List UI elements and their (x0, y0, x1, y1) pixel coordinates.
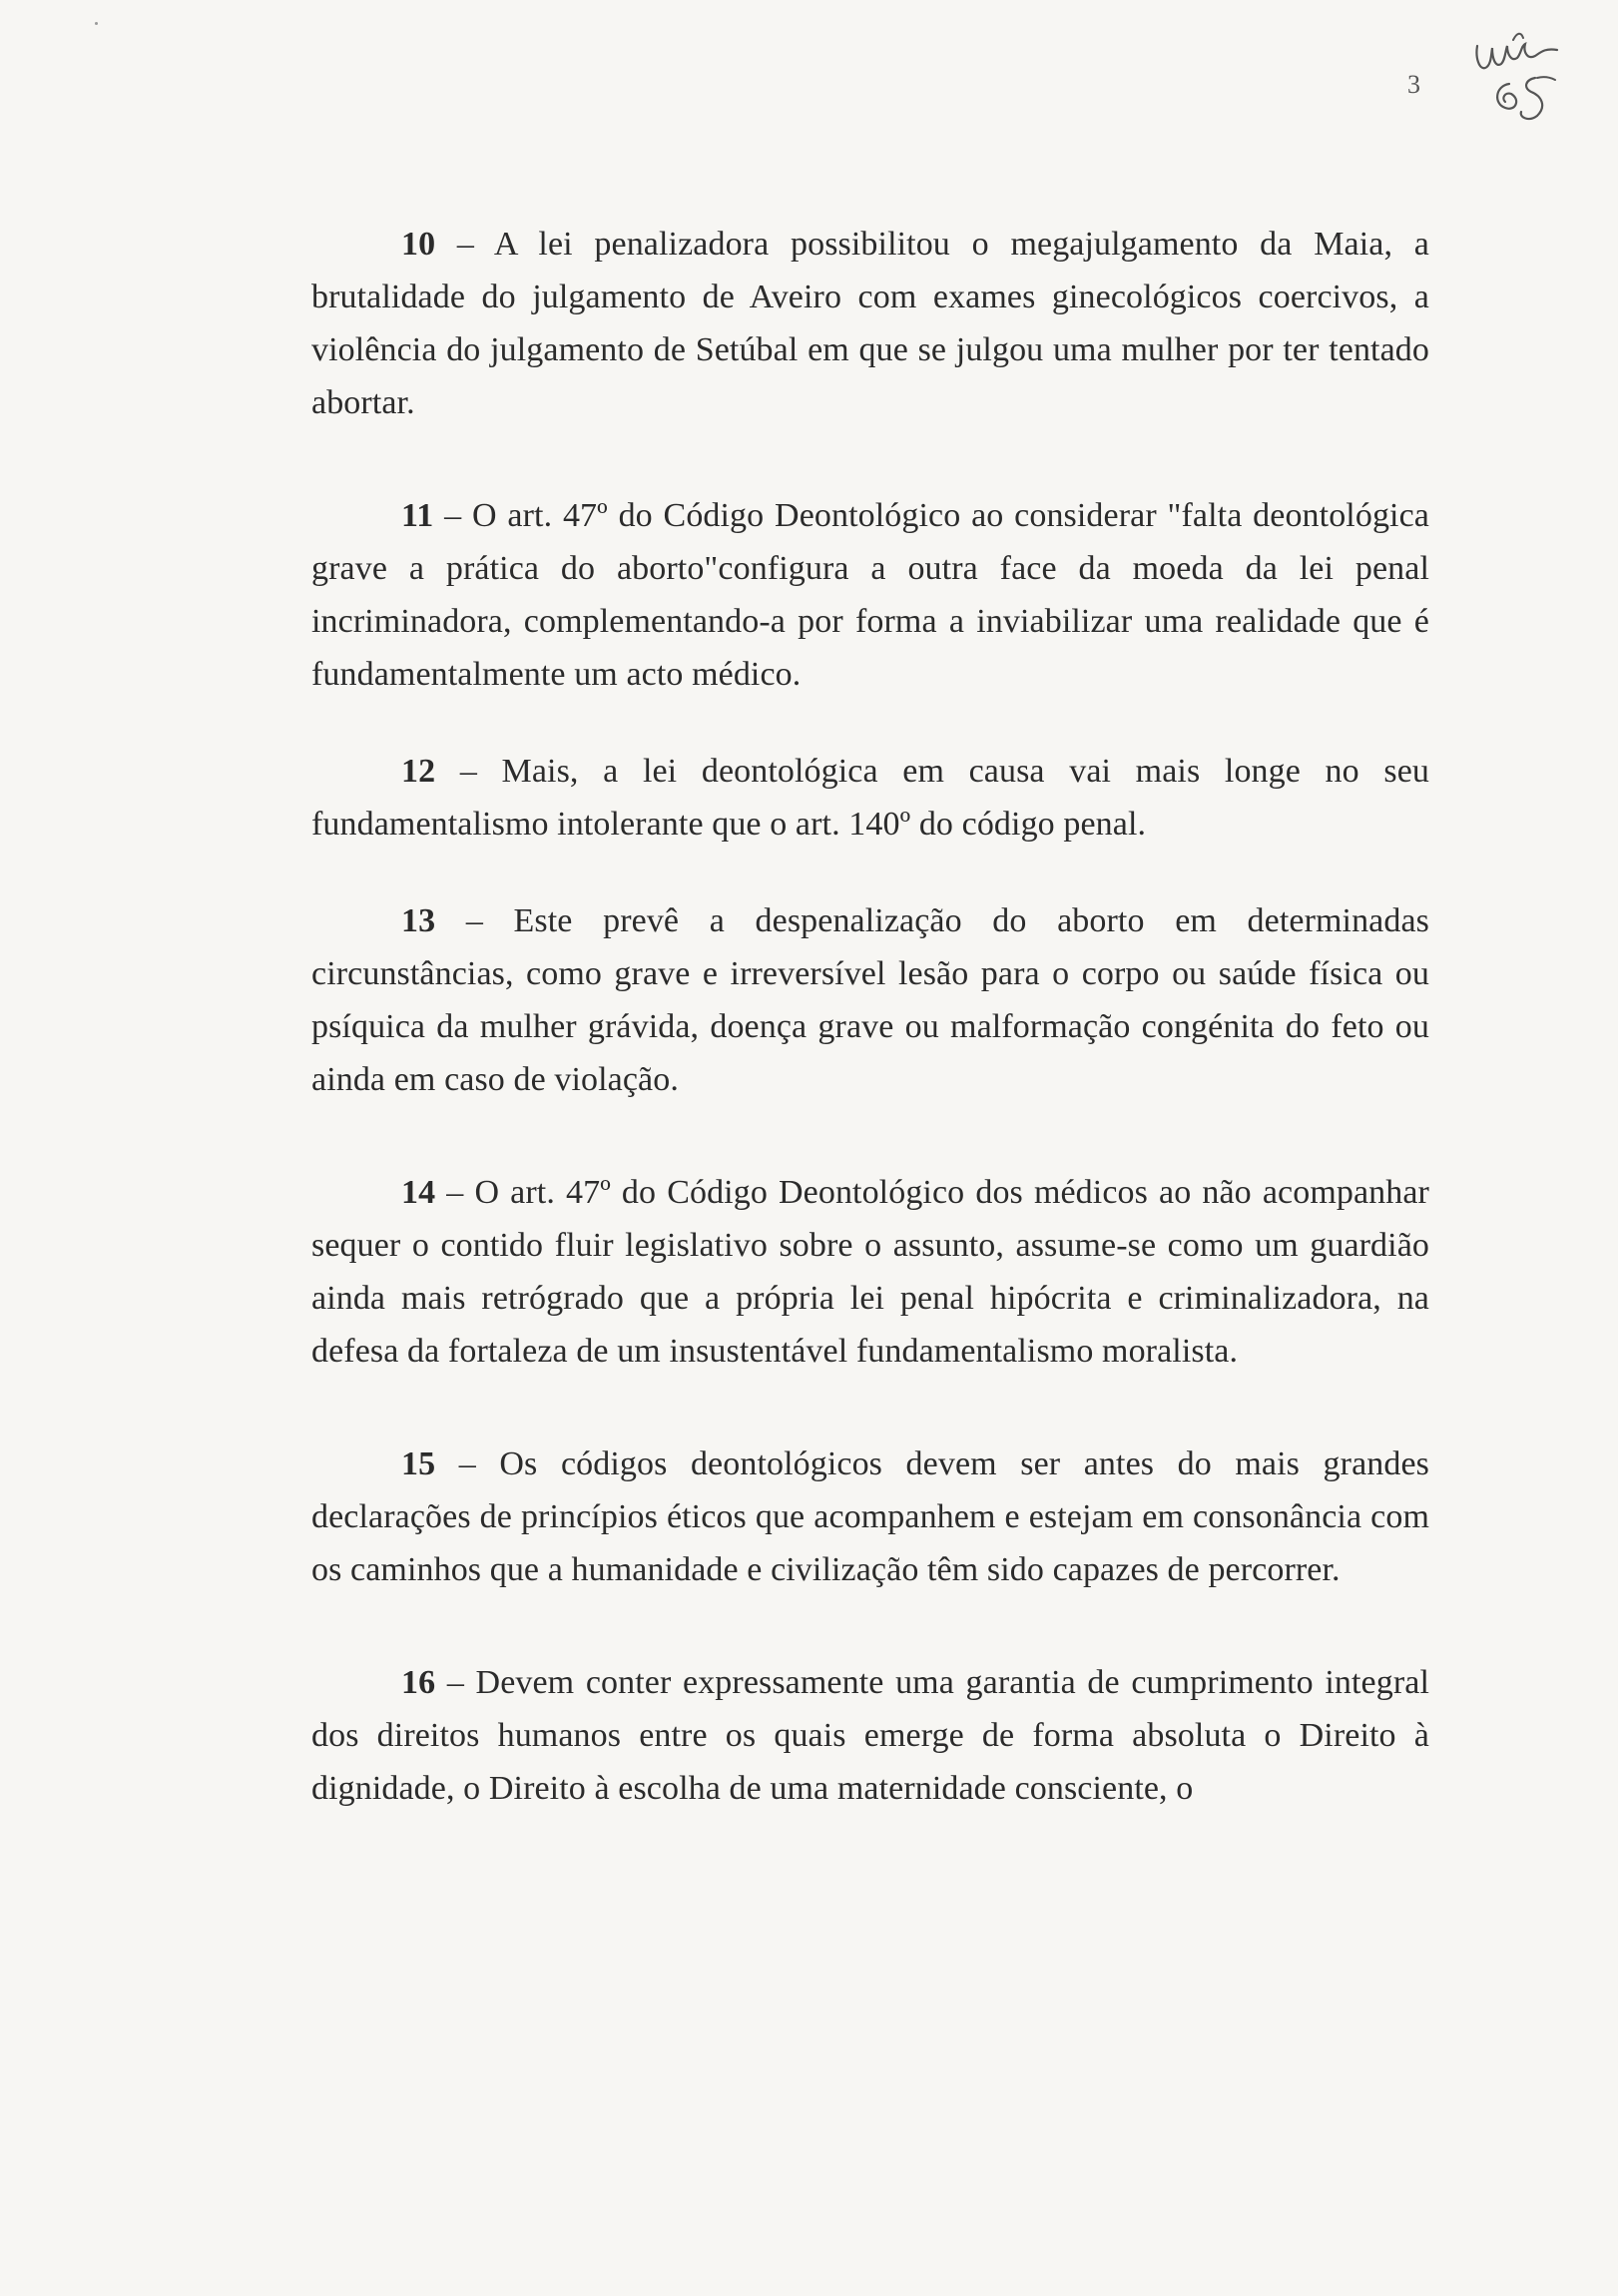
paragraph-10 (311, 218, 1429, 429)
separator: – (435, 753, 502, 790)
separator: – (435, 1445, 500, 1482)
separator: – (435, 1664, 476, 1701)
separator: – (435, 226, 494, 263)
paragraph-11 (311, 489, 1429, 701)
separator: – (433, 497, 472, 534)
paragraph-number: 16 (401, 1664, 436, 1701)
paragraph-text: Mais, a lei deontológica em causa vai mais longe no seu fundamentalismo intolerante que o art. 140º do código penal. (311, 753, 1429, 843)
scan-speck (95, 22, 98, 25)
paragraph-number: 13 (401, 902, 436, 939)
handwritten-initials-icon (1465, 18, 1575, 138)
paragraph-12 (311, 745, 1429, 851)
paragraph-text: Devem conter expressamente uma garantia de cumprimento integral dos direitos humanos entre os quais emerge de forma absoluta o Direito à dignidade, o Direito à escolha de uma maternidade consciente, o (311, 1664, 1429, 1807)
paragraph-15 (311, 1437, 1429, 1596)
paragraph-number: 11 (401, 497, 434, 534)
paragraph-number: 10 (401, 226, 436, 263)
document-body (311, 218, 1429, 1875)
page-number: 3 (1407, 70, 1420, 99)
paragraph-text: O art. 47º do Código Deontológico ao considerar "falta deontológica grave a prática do aborto"configura a outra face da moeda da lei penal incriminadora, complementando-a por forma a inviabilizar uma realidade que é fundamentalmente um acto médico. (311, 497, 1429, 693)
paragraph-text: Este prevê a despenalização do aborto em determinadas circunstâncias, como grave e irreversível lesão para o corpo ou saúde física ou psíquica da mulher grávida, doença grave ou malformação congénita do feto ou ainda em caso de violação. (311, 902, 1429, 1098)
paragraph-14 (311, 1166, 1429, 1378)
separator: – (435, 1174, 475, 1211)
paragraph-number: 15 (401, 1445, 436, 1482)
paragraph-number: 12 (401, 753, 436, 790)
paragraph-16 (311, 1656, 1429, 1815)
paragraph-13 (311, 894, 1429, 1106)
paragraph-number: 14 (401, 1174, 436, 1211)
paragraph-text: O art. 47º do Código Deontológico dos médicos ao não acompanhar sequer o contido fluir legislativo sobre o assunto, assume-se como um guardião ainda mais retrógrado que a própria lei penal hipócrita e criminalizadora, na defesa da fortaleza de um insustentável fundamentalismo moralista. (311, 1174, 1429, 1370)
separator: – (435, 902, 514, 939)
paragraph-text: A lei penalizadora possibilitou o megajulgamento da Maia, a brutalidade do julgamento de Aveiro com exames ginecológicos coercivos, a violência do julgamento de Setúbal em que se julgou uma mulher por ter tentado abortar. (311, 226, 1429, 421)
paragraph-text: Os códigos deontológicos devem ser antes do mais grandes declarações de princípios éticos que acompanhem e estejam em consonância com os caminhos que a humanidade e civilização têm sido capazes de percorrer. (311, 1445, 1429, 1588)
